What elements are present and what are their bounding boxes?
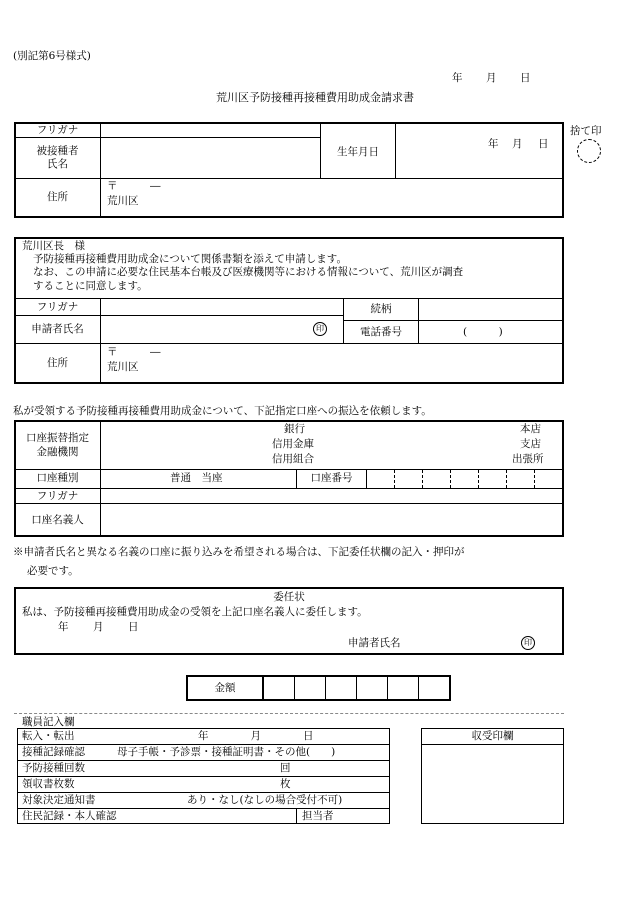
proxy-date-day: 日 — [128, 621, 139, 633]
staff-row-label-record: 接種記録確認 — [22, 746, 85, 758]
sutein-label: 捨て印 — [570, 125, 602, 137]
applicant-seal-mark: 印 — [313, 322, 327, 336]
date-year-label: 年 — [452, 72, 463, 84]
recipient-address-prefix: 荒川区 — [107, 195, 139, 207]
declaration-line-1: 予防接種再接種費用助成金について関係書類を添えて申請します。 — [33, 253, 347, 265]
bank-label-1: 口座振替指定 — [26, 432, 89, 444]
applicant-postal-mark: 〒 — [107, 346, 118, 358]
birthdate-label: 生年月日 — [337, 146, 379, 158]
staff-row-label-transfer: 転入・転出 — [22, 730, 75, 742]
staff-row-value-count: 回 — [280, 762, 291, 774]
stamp-label: 収受印欄 — [471, 730, 514, 742]
account-number-label: 口座番号 — [310, 472, 353, 484]
recipient-name-label-2: 氏名 — [47, 158, 68, 170]
account-holder-label: 口座名義人 — [31, 514, 84, 526]
applicant-name-label: 申請者氏名 — [31, 323, 84, 335]
birth-day-label: 日 — [538, 138, 549, 150]
bank-type-kumiai: 信用組合 — [272, 453, 314, 465]
branch-sub: 出張所 — [512, 453, 544, 465]
bank-type-shinkin: 信用金庫 — [272, 438, 314, 450]
staff-row-value-transfer: 年 月 日 — [198, 730, 314, 742]
account-type-options: 普通 当座 — [170, 472, 223, 484]
note-line-1: ※申請者氏名と異なる名義の口座に振り込みを希望される場合は、下記委任状欄の記入・押印が — [13, 546, 465, 558]
recipient-postal-mark: 〒 — [107, 180, 118, 192]
holder-furigana-label: フリガナ — [36, 490, 79, 502]
phone-label: 電話番号 — [360, 326, 402, 338]
recipient-furigana-label: フリガナ — [36, 124, 79, 136]
recipient-address-label: 住所 — [47, 191, 68, 203]
proxy-date-month: 月 — [93, 621, 104, 633]
relation-label: 続柄 — [370, 303, 392, 315]
applicant-address-label: 住所 — [47, 357, 68, 369]
date-month-label: 月 — [486, 72, 497, 84]
proxy-body: 私は、予防接種再接種費用助成金の受領を上記口座名義人に委任します。 — [22, 606, 368, 618]
proxy-applicant-label: 申請者氏名 — [348, 637, 401, 649]
applicant-furigana-label: フリガナ — [36, 301, 79, 313]
branch-branch: 支店 — [520, 438, 541, 450]
sutein-seal-circle — [577, 139, 601, 163]
form-title: 荒川区予防接種再接種費用助成金請求書 — [216, 91, 414, 104]
staff-row-label-notice: 対象決定通知書 — [22, 794, 96, 806]
branch-head: 本店 — [520, 423, 541, 435]
amount-label: 金額 — [214, 682, 236, 694]
note-line-2: 必要です。 — [27, 565, 79, 577]
bank-intro: 私が受領する予防接種再接種費用助成金について、下記指定口座への振込を依頼します。 — [13, 405, 432, 417]
applicant-address-prefix: 荒川区 — [107, 361, 139, 373]
staff-row-value-resident: 担当者 — [302, 810, 334, 822]
staff-title: 職員記入欄 — [22, 716, 75, 728]
phone-parentheses: ( ) — [463, 326, 503, 338]
birth-year-label: 年 — [488, 138, 499, 150]
applicant-postal-dash: ― — [150, 346, 161, 358]
staff-row-value-record: 母子手帳・予診票・接種証明書・その他( ) — [117, 746, 336, 758]
declaration-line-2: なお、この申請に必要な住民基本台帳及び医療機関等における情報について、荒川区が調査 — [33, 266, 464, 278]
staff-row-label-count: 予防接種回数 — [22, 762, 85, 774]
proxy-date-year: 年 — [58, 621, 69, 633]
recipient-postal-dash: ― — [150, 180, 161, 192]
account-type-label: 口座種別 — [36, 472, 79, 484]
bank-label-2: 金融機関 — [36, 446, 79, 458]
declaration-line-3: することに同意します。 — [33, 280, 148, 292]
form-number: (別記第6号様式) — [13, 50, 91, 62]
staff-row-value-notice: あり・なし(なしの場合受付不可) — [187, 794, 343, 806]
date-day-label: 日 — [520, 72, 531, 84]
bank-type-bank: 銀行 — [284, 423, 305, 435]
staff-row-label-resident: 住民記録・本人確認 — [22, 810, 117, 822]
staff-row-value-receipts: 枚 — [280, 778, 291, 790]
staff-row-label-receipts: 領収書枚数 — [22, 778, 75, 790]
proxy-title: 委任状 — [273, 591, 305, 603]
recipient-name-label-1: 被接種者 — [36, 145, 79, 157]
proxy-seal-mark: 印 — [521, 636, 535, 650]
birth-month-label: 月 — [512, 138, 523, 150]
addressee: 荒川区長 様 — [22, 240, 85, 252]
